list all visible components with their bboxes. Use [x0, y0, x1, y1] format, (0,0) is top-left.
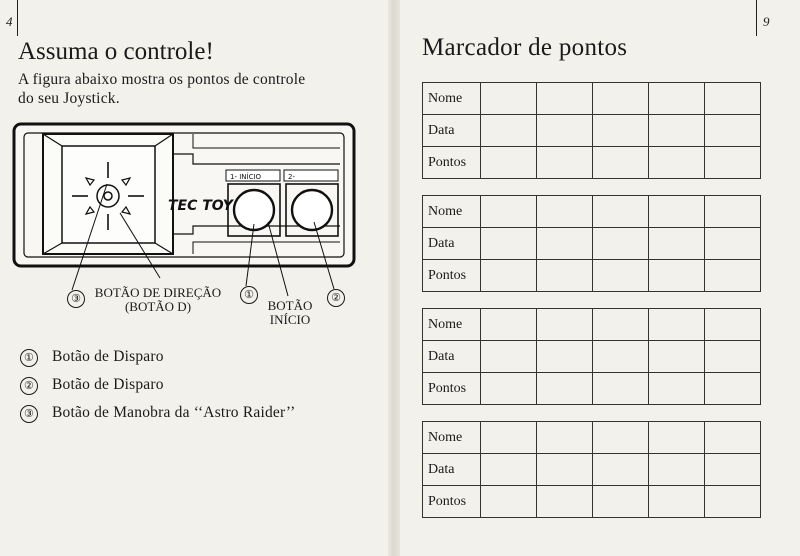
- score-row-name: [423, 83, 761, 115]
- score-cell[interactable]: [593, 196, 649, 228]
- start-button-sublabel: INÍCIO: [269, 312, 311, 327]
- score-row-name: [423, 309, 761, 341]
- score-cell[interactable]: [593, 422, 649, 454]
- score-cell[interactable]: [537, 373, 593, 405]
- score-cell[interactable]: [705, 454, 761, 486]
- score-cell[interactable]: [481, 260, 537, 292]
- score-cell[interactable]: [481, 147, 537, 179]
- score-cell[interactable]: [649, 373, 705, 405]
- score-row-points: [423, 147, 761, 179]
- score-cell[interactable]: [593, 83, 649, 115]
- score-cell[interactable]: [537, 454, 593, 486]
- score-cell[interactable]: [649, 454, 705, 486]
- score-cell[interactable]: [537, 147, 593, 179]
- row-label-name: Nome: [423, 196, 481, 228]
- score-table: [422, 421, 761, 518]
- score-row-points: [423, 373, 761, 405]
- score-row-date: [423, 341, 761, 373]
- score-cell[interactable]: [481, 228, 537, 260]
- page-title-scoreboard: Marcador de pontos: [422, 34, 628, 61]
- score-cell[interactable]: [649, 341, 705, 373]
- score-cell[interactable]: [481, 341, 537, 373]
- score-cell[interactable]: [705, 228, 761, 260]
- row-label-points: Pontos: [423, 486, 481, 518]
- page-edge-line: [17, 0, 18, 36]
- score-cell[interactable]: [705, 309, 761, 341]
- left-page: [0, 0, 390, 556]
- score-cell[interactable]: [649, 196, 705, 228]
- score-cell[interactable]: [537, 83, 593, 115]
- score-row-name: [423, 196, 761, 228]
- score-cell[interactable]: [705, 486, 761, 518]
- score-cell[interactable]: [481, 83, 537, 115]
- score-cell[interactable]: [537, 115, 593, 147]
- score-cell[interactable]: [593, 228, 649, 260]
- row-label-date: Data: [423, 228, 481, 260]
- score-cell[interactable]: [481, 115, 537, 147]
- score-row-points: [423, 260, 761, 292]
- intro-text: A figura abaixo mostra os pontos de controle do seu Joystick.: [18, 71, 306, 107]
- right-page: [398, 0, 800, 556]
- score-cell[interactable]: [649, 309, 705, 341]
- page-title-controls: Assuma o controle!: [18, 38, 214, 65]
- score-cell[interactable]: [537, 341, 593, 373]
- score-cell[interactable]: [593, 260, 649, 292]
- score-cell[interactable]: [649, 260, 705, 292]
- row-label-date: Data: [423, 115, 481, 147]
- row-label-points: Pontos: [423, 373, 481, 405]
- score-cell[interactable]: [705, 341, 761, 373]
- tectoy-logo: TEC TOY: [168, 198, 233, 214]
- start-button-callout: [260, 299, 320, 327]
- legend-marker-3: ③: [20, 405, 38, 423]
- legend-text-1: Botão de Disparo: [52, 348, 164, 365]
- score-cell[interactable]: [649, 422, 705, 454]
- start-button-label: BOTÃO: [267, 298, 313, 313]
- row-label-name: Nome: [423, 309, 481, 341]
- score-cell[interactable]: [649, 147, 705, 179]
- score-cell[interactable]: [649, 115, 705, 147]
- score-cell[interactable]: [705, 196, 761, 228]
- marker-3: ③: [67, 290, 85, 308]
- score-table: [422, 195, 761, 292]
- score-cell[interactable]: [593, 115, 649, 147]
- direction-button-label: BOTÃO DE DIREÇÃO: [94, 285, 222, 300]
- score-cell[interactable]: [481, 486, 537, 518]
- score-cell[interactable]: [537, 228, 593, 260]
- score-cell[interactable]: [649, 228, 705, 260]
- score-cell[interactable]: [537, 422, 593, 454]
- score-cell[interactable]: [705, 260, 761, 292]
- score-row-date: [423, 454, 761, 486]
- score-cell[interactable]: [481, 454, 537, 486]
- legend-text-2: Botão de Disparo: [52, 376, 164, 393]
- score-cell[interactable]: [705, 83, 761, 115]
- score-cell[interactable]: [537, 309, 593, 341]
- row-label-date: Data: [423, 341, 481, 373]
- score-row-name: [423, 422, 761, 454]
- row-label-points: Pontos: [423, 147, 481, 179]
- score-cell[interactable]: [705, 422, 761, 454]
- score-cell[interactable]: [481, 196, 537, 228]
- score-row-date: [423, 228, 761, 260]
- marker-1: ①: [240, 286, 258, 304]
- score-cell[interactable]: [593, 454, 649, 486]
- score-cell[interactable]: [481, 309, 537, 341]
- score-row-points: [423, 486, 761, 518]
- score-cell[interactable]: [649, 486, 705, 518]
- score-cell[interactable]: [705, 373, 761, 405]
- marker-2: ②: [327, 289, 345, 307]
- score-cell[interactable]: [537, 196, 593, 228]
- legend-text-3: Botão de Manobra da ‘‘Astro Raider’’: [52, 404, 296, 421]
- page-number-right: 9: [763, 14, 770, 29]
- score-cell[interactable]: [481, 422, 537, 454]
- button-label-2: 2-: [288, 173, 295, 181]
- score-cell[interactable]: [705, 115, 761, 147]
- score-cell[interactable]: [593, 341, 649, 373]
- page-number-left: 4: [6, 14, 13, 29]
- score-cell[interactable]: [537, 486, 593, 518]
- score-cell[interactable]: [537, 260, 593, 292]
- score-cell[interactable]: [481, 373, 537, 405]
- score-table: [422, 308, 761, 405]
- legend-marker-2: ②: [20, 377, 38, 395]
- page-edge-line: [756, 0, 757, 36]
- row-label-date: Data: [423, 454, 481, 486]
- row-label-name: Nome: [423, 83, 481, 115]
- joystick-diagram: [10, 118, 380, 338]
- row-label-name: Nome: [423, 422, 481, 454]
- score-cell[interactable]: [705, 147, 761, 179]
- score-cell[interactable]: [593, 373, 649, 405]
- row-label-points: Pontos: [423, 260, 481, 292]
- direction-button-callout: [93, 286, 223, 314]
- score-row-date: [423, 115, 761, 147]
- score-cell[interactable]: [593, 309, 649, 341]
- direction-button-sublabel: (BOTÃO D): [124, 299, 192, 314]
- legend-marker-1: ①: [20, 349, 38, 367]
- score-table: [422, 82, 761, 179]
- score-cell[interactable]: [593, 147, 649, 179]
- button-label-1: 1- INÍCIO: [230, 173, 262, 181]
- score-cell[interactable]: [593, 486, 649, 518]
- score-cell[interactable]: [649, 83, 705, 115]
